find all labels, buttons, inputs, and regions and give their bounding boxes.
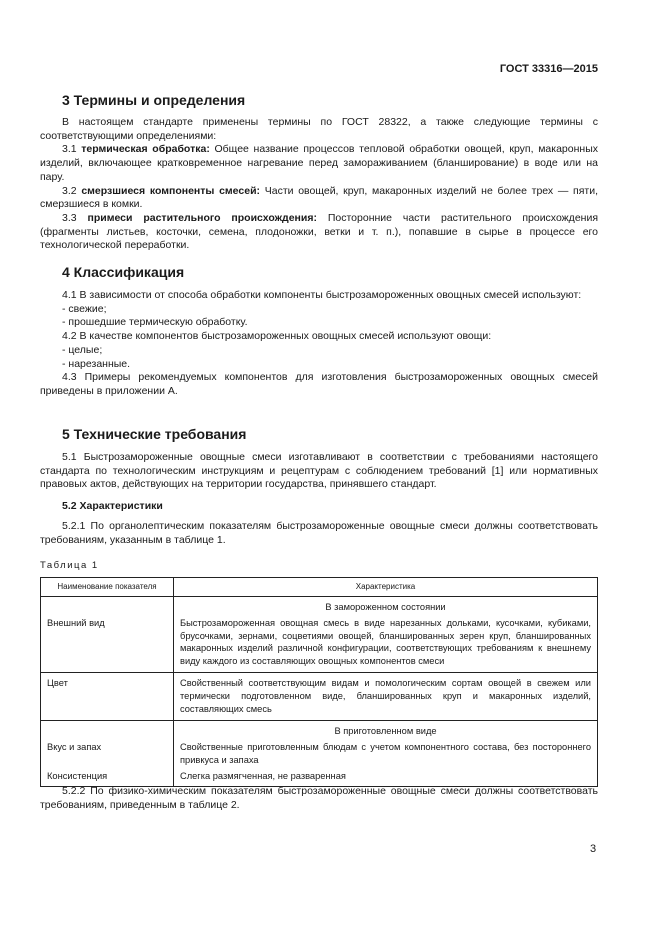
indicator-characteristic: Свойственные приготовленным блюдам с учетом компонентного состава, без постороннего привкуса и запаха [174, 738, 598, 767]
clause-4-1: 4.1 В зависимости от способа обработки компоненты быстрозамороженных овощных смесей используют: [62, 289, 582, 301]
table-row [41, 672, 598, 720]
group-label: В приготовленном виде [174, 721, 598, 738]
column-header: Наименование показателя [41, 578, 174, 597]
group-label: В замороженном состоянии [174, 597, 598, 614]
section-4-title: 4 Классификация [62, 264, 185, 280]
indicator-characteristic: Слегка размягченная, не разваренная [174, 767, 598, 786]
list-item: - прошедшие термическую обработку. [62, 316, 248, 329]
table-group-row [41, 597, 598, 614]
section-3-title: 3 Термины и определения [62, 92, 246, 108]
list-item: - целые; [62, 343, 103, 356]
clause-5-2-2 [40, 785, 598, 812]
indicator-name: Вкус и запах [41, 738, 174, 767]
term-3-1 [40, 143, 598, 184]
term-name: примеси растительного происхождения: [87, 211, 317, 224]
clause-4-3: 4.3 Примеры рекомендуемых компонентов для изготовления быстрозамороженных овощных смесей приведены в приложении А. [40, 371, 598, 397]
clause-5-1-text: 5.1 Быстрозамороженные овощные смеси изготавливают в соответствии с требованиями настоящего стандарта по технологическим инструкциям и рецептурам с соблюдением требований [1] или нормативных правовых актов, действующих на территории государства, принявшего стандарт. [40, 451, 598, 491]
clause-5-2-1 [40, 520, 598, 547]
term-number: 3.3 [62, 211, 88, 224]
table-caption: Таблица 1 [40, 560, 99, 571]
document-code: ГОСТ 33316—2015 [499, 63, 598, 75]
table-row [41, 614, 598, 673]
table-group-row [41, 721, 598, 738]
term-definition: Общее название процессов тепловой обработки овощей, круп, макаронных изделий, включающее кратковременное нагревание перед замораживанием (бланширование) в воде или на пару. [40, 143, 599, 183]
term-definition: Посторонние части растительного происхождения (фрагменты листьев, косточки, семена, плодоножки, ветки и т. п.), попавшие в сырье в процессе его технологической переработки. [40, 211, 599, 252]
clause-4-2: 4.2 В качестве компонентов быстрозамороженных овощных смесей используют овощи: [62, 330, 492, 343]
section-3-body [40, 116, 598, 253]
clause-5-2-1-text: 5.2.1 По органолептическим показателям быстрозамороженные овощные смеси должны соответствовать требованиям, указанным в таблице 1. [40, 520, 598, 546]
clause-5-1 [40, 451, 598, 492]
section-4-body [40, 289, 598, 399]
term-definition: Части овощей, круп, макаронных изделий не более трех — пяти, смерзшиеся в комки. [40, 184, 599, 211]
table-header-row [41, 578, 598, 597]
page-number: 3 [590, 843, 597, 855]
term-3-3 [40, 212, 598, 253]
term-number: 3.2 [62, 184, 82, 197]
clause-5-2-2-text: 5.2.2 По физико-химическим показателям быстрозамороженные овощные смеси должны соответствовать требованиям, приведенным в таблице 2. [40, 785, 598, 811]
term-number: 3.1 [62, 143, 82, 156]
subsection-5-2-title: 5.2 Характеристики [62, 500, 163, 512]
table-row [41, 767, 598, 786]
indicator-name: Внешний вид [41, 614, 174, 673]
section-5-title: 5 Технические требования [62, 426, 247, 442]
term-name: смерзшиеся компоненты смесей: [81, 184, 261, 197]
list-item: - нарезанные. [62, 357, 131, 370]
indicator-characteristic: Свойственный соответствующим видам и помологическим сортам овощей в свежем или термически подготовленном виде, бланшированных круп и макаронных изделий, составляющих смесь [174, 672, 598, 720]
term-name: термическая обработка: [81, 143, 210, 156]
list-item: - свежие; [62, 302, 107, 315]
table-row [41, 738, 598, 767]
indicator-name: Консистенция [41, 767, 174, 786]
table-1 [40, 577, 598, 787]
column-header: Характеристика [174, 578, 598, 597]
section-3-intro: В настоящем стандарте применены термины по ГОСТ 28322, а также следующие термины с соответствующими определениями: [40, 116, 598, 142]
indicator-characteristic: Быстрозамороженная овощная смесь в виде нарезанных дольками, кусочками, кубиками, брусочками, зернами, соцветиями овощей, бланшированных зерен круп, бланшированных макаронных изделий различной конфигурации, соответствующих требованиям к внешнему виду каждого из составляющих овощных компонентов смеси [174, 614, 598, 673]
term-3-2 [40, 185, 598, 212]
indicator-name: Цвет [41, 672, 174, 720]
